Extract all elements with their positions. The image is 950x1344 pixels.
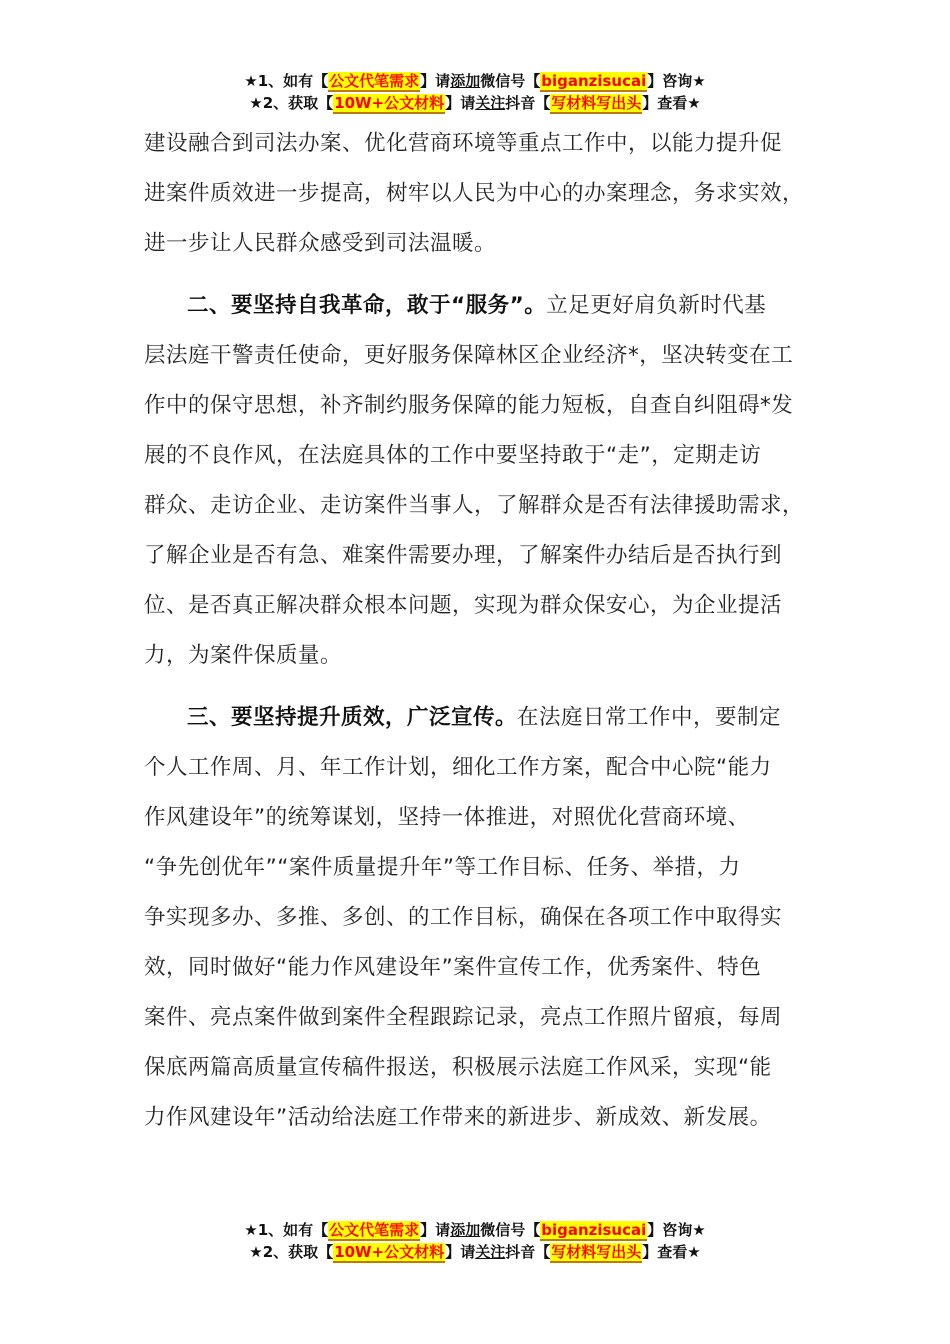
text-line: 展的不良作风，在法庭具体的工作中要坚持敢于“走”，定期走访: [144, 443, 762, 468]
banner-underline: 关注: [475, 1243, 506, 1261]
text-line: 进案件质效进一步提高，树牢以人民为中心的办案理念，务求实效，: [144, 181, 805, 206]
text-line: 个人工作周、月、年工作计划，细化工作方案，配合中心院“能力: [144, 755, 772, 780]
banner-line-2: [0, 92, 950, 114]
text-line: [144, 281, 834, 331]
highlight-materials: 10W+公文材料: [334, 94, 445, 112]
text-span: 立足更好肩负新时代基: [546, 293, 767, 318]
banner-text: 抖音【: [505, 1243, 551, 1261]
banner-line-1: [0, 1219, 950, 1241]
text-line: [144, 693, 834, 743]
banner-text: 】请: [445, 1243, 476, 1261]
banner-line-2: [0, 1241, 950, 1263]
text-line: “争先创优年”“案件质量提升年”等工作目标、任务、举措，力: [144, 855, 741, 880]
highlight-wechat-id: biganzisucai: [541, 1221, 647, 1239]
text-line: 案件、亮点案件做到案件全程跟踪记录，亮点工作照片留痕，每周: [144, 1005, 783, 1030]
text-line: 效，同时做好“能力作风建设年”案件宣传工作，优秀案件、特色: [144, 955, 762, 980]
highlight-douyin: 写材料写出头: [551, 94, 642, 112]
text-line: 力，为案件保质量。: [144, 643, 343, 668]
banner-text: 】请: [420, 1221, 451, 1239]
section-heading-2: 二、要坚持自我革命，敢于“服务”。: [187, 293, 547, 318]
banner-underline: 添加: [450, 1221, 481, 1239]
banner-text: ★2、获取【: [249, 94, 334, 112]
highlight-service: 公文代笔需求: [329, 1221, 420, 1239]
text-line: 作中的保守思想，补齐制约服务保障的能力短板，自查自纠阻碍*发: [144, 393, 794, 418]
text-line: 作风建设年”的统筹谋划，坚持一体推进，对照优化营商环境、: [144, 805, 750, 830]
text-line: 进一步让人民群众感受到司法温暖。: [144, 231, 497, 256]
banner-text: 】查看★: [642, 1243, 701, 1261]
section-heading-3: 三、要坚持提升质效，广泛宣传。: [187, 705, 518, 730]
highlight-materials: 10W+公文材料: [334, 1243, 445, 1261]
text-span: 在法庭日常工作中，要制定: [517, 705, 782, 730]
banner-text: ★2、获取【: [249, 1243, 334, 1261]
text-line: 了解企业是否有急、难案件需要办理，了解案件办结后是否执行到: [144, 543, 783, 568]
banner-text: 】咨询★: [647, 1221, 706, 1239]
banner-text: 】咨询★: [647, 72, 706, 90]
text-line: 力作风建设年”活动给法庭工作带来的新进步、新成效、新发展。: [144, 1105, 772, 1130]
text-line: 建设融合到司法办案、优化营商环境等重点工作中，以能力提升促: [144, 131, 783, 156]
banner-text: 】请: [420, 72, 451, 90]
banner-underline: 添加: [450, 72, 481, 90]
document-body: [144, 119, 834, 1143]
paragraph-3: [144, 693, 834, 1143]
banner-line-1: [0, 70, 950, 92]
highlight-wechat-id: biganzisucai: [541, 72, 647, 90]
paragraph-2: [144, 281, 834, 681]
banner-underline: 关注: [475, 94, 506, 112]
header-banner: [0, 70, 950, 114]
paragraph-1: [144, 119, 834, 269]
text-line: 群众、走访企业、走访案件当事人，了解群众是否有法律援助需求，: [144, 493, 805, 518]
banner-text: 微信号【: [480, 72, 541, 90]
footer-banner: [0, 1219, 950, 1263]
banner-text: ★1、如有【: [244, 72, 329, 90]
banner-text: 微信号【: [480, 1221, 541, 1239]
highlight-douyin: 写材料写出头: [551, 1243, 642, 1261]
banner-text: 】查看★: [642, 94, 701, 112]
banner-text: 】请: [445, 94, 476, 112]
text-line: 层法庭干警责任使命，更好服务保障林区企业经济*，坚决转变在工: [144, 343, 794, 368]
text-line: 位、是否真正解决群众根本问题，实现为群众保安心，为企业提活: [144, 593, 783, 618]
text-line: 争实现多办、多推、多创、的工作目标，确保在各项工作中取得实: [144, 905, 783, 930]
banner-text: ★1、如有【: [244, 1221, 329, 1239]
text-line: 保底两篇高质量宣传稿件报送，积极展示法庭工作风采，实现“能: [144, 1055, 772, 1080]
banner-text: 抖音【: [505, 94, 551, 112]
highlight-service: 公文代笔需求: [329, 72, 420, 90]
